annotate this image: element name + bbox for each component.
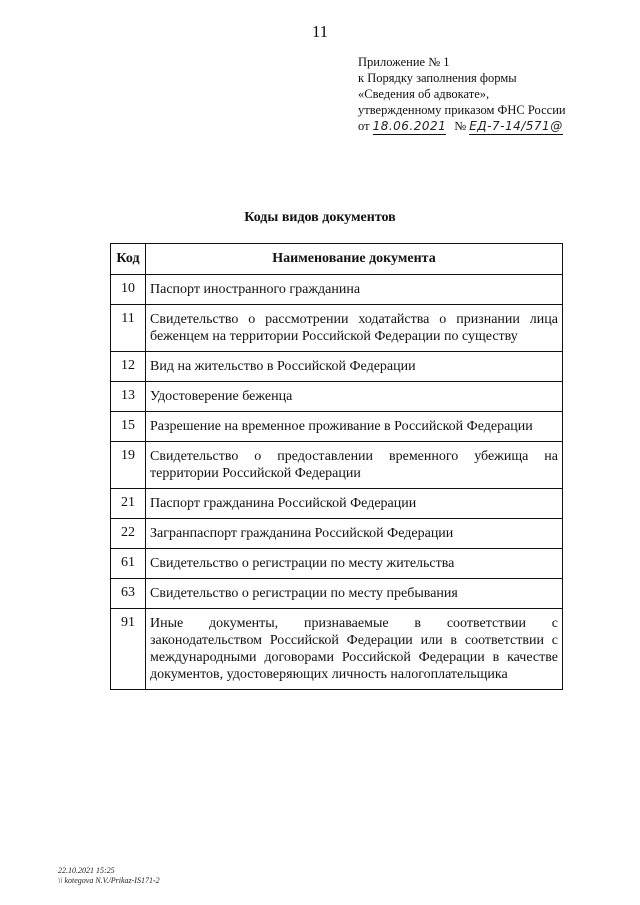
header-code: Код (111, 244, 146, 275)
row-document-name: Свидетельство о рассмотрении ходатайства о признании лица беженцем на территории Российской Федерации по существу (146, 305, 563, 352)
row-code: 21 (111, 489, 146, 519)
row-document-name: Загранпаспорт гражданина Российской Федерации (146, 519, 563, 549)
row-document-name: Свидетельство о регистрации по месту жительства (146, 549, 563, 579)
document-title: Коды видов документов (244, 210, 396, 225)
row-document-name: Свидетельство о регистрации по месту пребывания (146, 579, 563, 609)
row-code: 10 (111, 275, 146, 305)
handwritten-date: 18.06.2021 (372, 119, 447, 133)
row-document-name: Иные документы, признаваемые в соответствии с законодательством Российской Федерации или в соответствии с международными договорами Российской Федерации в качестве документов, удостоверяющих личность налогоплательщика (146, 609, 563, 690)
row-code: 61 (111, 549, 146, 579)
table-body (111, 275, 563, 690)
table-row (111, 609, 563, 690)
table-row (111, 352, 563, 382)
table-row (111, 412, 563, 442)
table-row (111, 489, 563, 519)
table-row (111, 442, 563, 489)
row-document-name: Паспорт иностранного гражданина (146, 275, 563, 305)
row-code: 63 (111, 579, 146, 609)
table-row (111, 275, 563, 305)
appendix-line-2: к Порядку заполнения формы (358, 71, 517, 85)
row-document-name: Удостоверение беженца (146, 382, 563, 412)
table-row (111, 549, 563, 579)
ot-label: от (358, 119, 370, 133)
table-row (111, 519, 563, 549)
appendix-line-3: «Сведения об адвокате», (358, 87, 490, 101)
header-name: Наименование документа (146, 244, 563, 275)
row-code: 12 (111, 352, 146, 382)
row-document-name: Паспорт гражданина Российской Федерации (146, 489, 563, 519)
table-row (111, 579, 563, 609)
document-codes-table (110, 243, 563, 690)
row-document-name: Свидетельство о предоставлении временного убежища на территории Российской Федерации (146, 442, 563, 489)
appendix-block (358, 54, 566, 135)
row-document-name: Вид на жительство в Российской Федерации (146, 352, 563, 382)
handwritten-order-number: ЕД-7-14/571@ (469, 119, 563, 133)
row-document-name: Разрешение на временное проживание в Российской Федерации (146, 412, 563, 442)
row-code: 15 (111, 412, 146, 442)
table-row (111, 305, 563, 352)
footer-note (58, 866, 160, 886)
number-label: № (454, 119, 467, 133)
row-code: 11 (111, 305, 146, 352)
appendix-date-line (358, 118, 566, 135)
row-code: 13 (111, 382, 146, 412)
footer-file-path: \\ kotegova N.V./Prikaz-IS171-2 (58, 876, 160, 885)
appendix-line-1: Приложение № 1 (358, 55, 450, 69)
row-code: 91 (111, 609, 146, 690)
appendix-line-4: утвержденному приказом ФНС России (358, 103, 566, 117)
row-code: 19 (111, 442, 146, 489)
table-row (111, 382, 563, 412)
page-number: 11 (311, 22, 329, 41)
table-header-row (111, 244, 563, 275)
footer-timestamp: 22.10.2021 15:25 (58, 866, 115, 875)
row-code: 22 (111, 519, 146, 549)
